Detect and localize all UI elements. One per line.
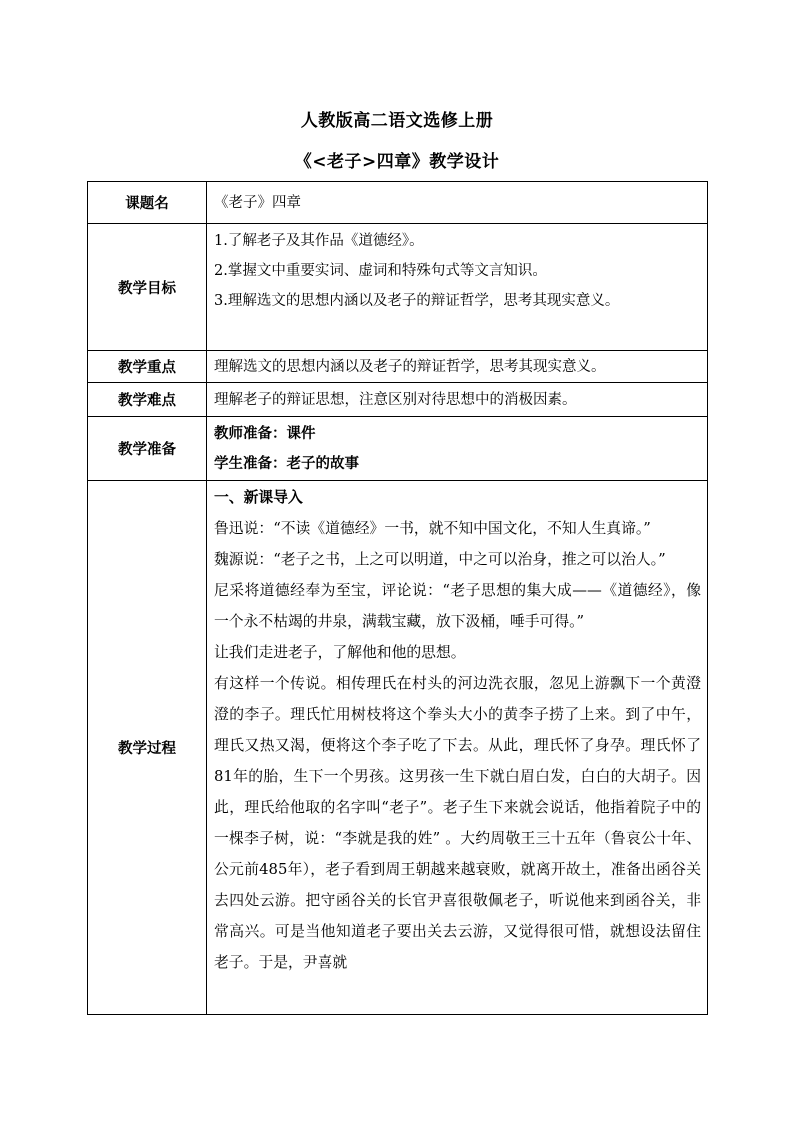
lesson-plan-table — [87, 181, 708, 1015]
table-row-preparation — [88, 417, 708, 481]
process-paragraph-1: 鲁迅说：“不读《道德经》一书，就不知中国文化，不知人生真谛。” — [214, 520, 651, 537]
goals-value — [207, 224, 708, 351]
process-paragraph-2: 魏源说：“老子之书，上之可以明道，中之可以治身，推之可以治人。” — [214, 551, 666, 568]
process-paragraph-3: 尼采将道德经奉为至宝，评论说：“老子思想的集大成——《道德经》，像一个永不枯竭的井泉，满载宝藏，放下汲桶，唾手可得。” — [214, 582, 701, 630]
goal-item-2: 2.掌握文中重要实词、虚词和特殊句式等文言知识。 — [214, 263, 547, 279]
topic-text: 《老子》四章 — [214, 194, 301, 211]
document-subtitle: 《<老子>四章》教学设计 — [294, 152, 500, 172]
teacher-preparation: 教师准备：课件 — [214, 425, 316, 442]
table-row-topic — [88, 182, 708, 224]
key-points-value — [207, 351, 708, 383]
goal-item-3: 3.理解选文的思想内涵以及老子的辩证哲学，思考其现实意义。 — [214, 293, 620, 309]
process-paragraph-4: 让我们走进老子，了解他和他的思想。 — [214, 644, 466, 661]
goals-label: 教学目标 — [88, 224, 207, 351]
preparation-value — [207, 417, 708, 481]
difficulties-value — [207, 383, 708, 417]
preparation-label: 教学准备 — [88, 417, 207, 481]
student-preparation: 学生准备：老子的故事 — [214, 455, 359, 472]
key-points-text: 理解选文的思想内涵以及老子的辩证哲学，思考其现实意义。 — [214, 358, 606, 375]
table-row-difficulties — [88, 383, 708, 417]
table-row-process — [88, 481, 708, 1015]
difficulties-label: 教学难点 — [88, 383, 207, 417]
topic-value — [207, 182, 708, 224]
process-content — [214, 481, 701, 978]
difficulties-text: 理解老子的辩证思想，注意区别对待思想中的消极因素。 — [214, 391, 577, 408]
table-row-goals — [88, 224, 708, 351]
process-value — [207, 481, 708, 1015]
topic-label: 课题名 — [88, 182, 207, 224]
process-label: 教学过程 — [88, 481, 207, 1015]
table-row-key-points — [88, 351, 708, 383]
document-title: 人教版高二语文选修上册 — [300, 111, 494, 131]
process-section-heading: 一、新课导入 — [214, 489, 303, 506]
goal-item-1: 1.了解老子及其作品《道德经》。 — [214, 233, 424, 249]
process-paragraph-5: 有这样一个传说。相传理氏在村头的河边洗衣服，忽见上游飘下一个黄澄澄的李子。理氏忙用树枝将这个拳头大小的黄李子捞了上来。到了中午，理氏又热又渴，便将这个李子吃了下去。从此，理氏怀了身孕。理氏怀了81年的胎，生下一个男孩。这男孩一生下就白眉白发，白白的大胡子。因此，理氏给他取的名字叫“老子”。老子生下来就会说话，他指着院子中的一棵李子树，说：“李就是我的姓” 。大约周敬王三十五年（鲁哀公十年、公元前485年），老子看到周王朝越来越衰败，就离开故土，准备出函谷关去四处云游。把守函谷关的长官尹喜很敬佩老子，听说他来到函谷关，非常高兴。可是当他知道老子要出关去云游，又觉得很可惜，就想设法留住老子。于是，尹喜就 — [214, 675, 701, 971]
key-points-label: 教学重点 — [88, 351, 207, 383]
